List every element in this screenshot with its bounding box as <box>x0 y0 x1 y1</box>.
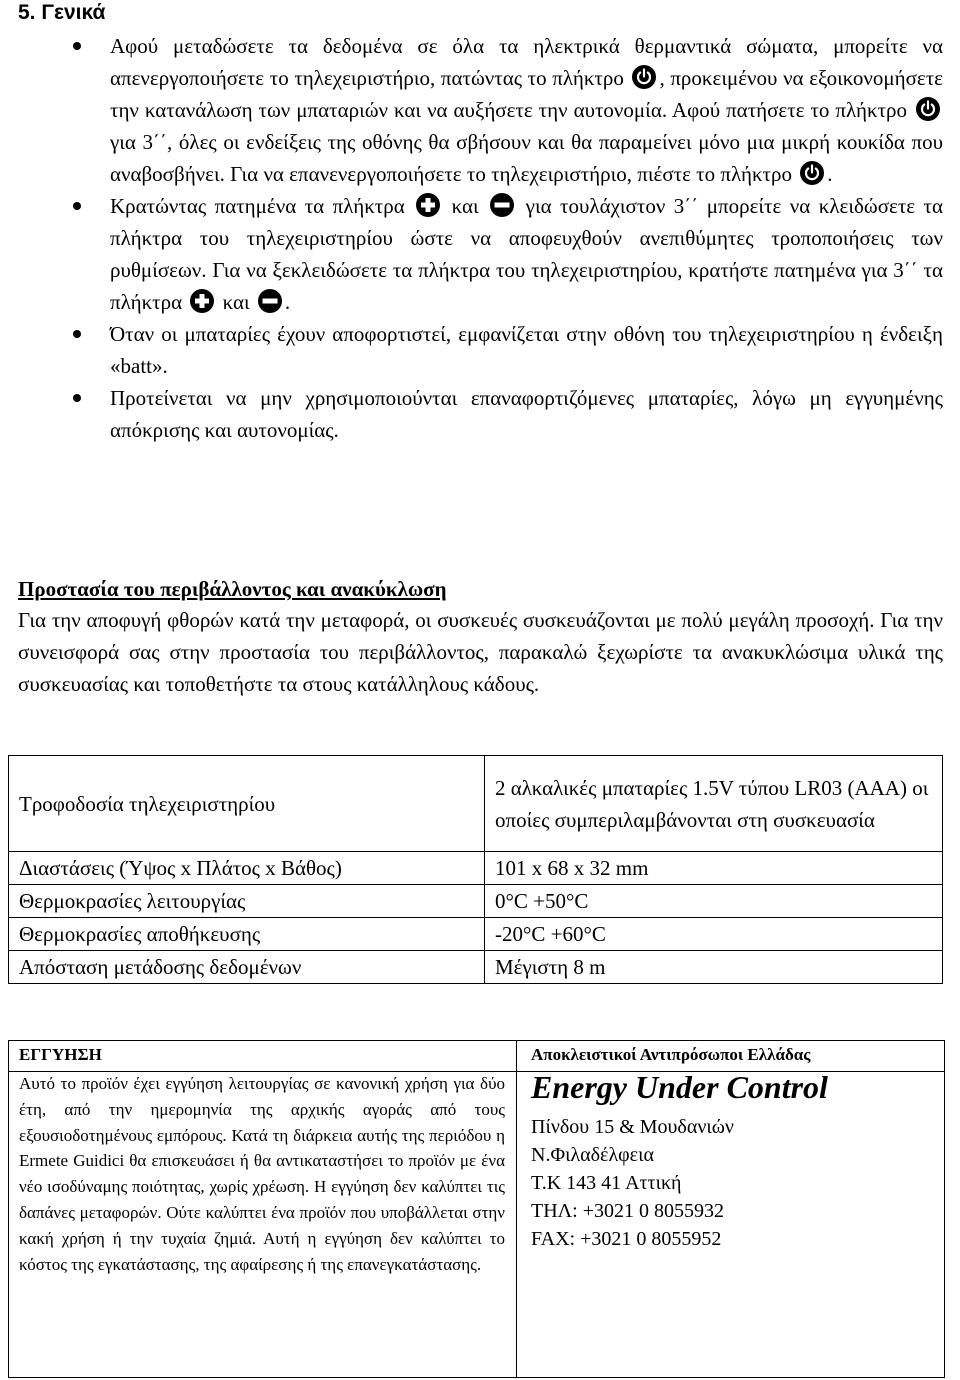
plus-icon <box>416 193 440 217</box>
warranty-column <box>9 1041 517 1377</box>
plus-icon <box>190 289 214 313</box>
environment-title: Προστασία του περιβάλλοντος και ανακύκλωση <box>18 577 447 601</box>
bullet-item-rechargeable <box>18 382 943 446</box>
representatives-column <box>517 1041 944 1377</box>
spec-value: -20°C +60°C <box>485 918 943 951</box>
minus-icon <box>490 193 514 217</box>
warranty-box <box>8 1040 945 1378</box>
address-line: Τ.Κ 143 41 Αττική <box>531 1172 682 1194</box>
power-icon <box>632 65 656 89</box>
table-row <box>9 885 943 918</box>
bullet-item-key-lock <box>18 190 943 318</box>
bullet-list <box>18 30 943 446</box>
bullet-text: για 3΄΄, όλες οι ενδείξεις της οθόνης θα σβήσουν και θα παραμείνει μόνο μια μικρή κουκίδα που αναβοσβήνει. Για να επανενεργοποιήσετε το τηλεχειριστήριο, πιέστε το πλήκτρο <box>110 130 943 186</box>
spec-label: Διαστάσεις (Ύψος x Πλάτος x Βάθος) <box>9 852 485 885</box>
address-block <box>531 1113 734 1253</box>
bullet-text: Αφού μεταδώσετε τα δεδομένα σε όλα τα ηλεκτρικά θερμαντικά σώματα, μπορείτε να απενεργοποιήσετε το τηλεχειριστήριο, πατώντας το πλήκτρο <box>110 34 943 90</box>
spec-value: 0°C +50°C <box>485 885 943 918</box>
address-line: Πίνδου 15 & Μουδανιών <box>531 1116 734 1138</box>
bullet-text: Όταν οι μπαταρίες έχουν αποφορτιστεί, εμφανίζεται στην οθόνη του τηλεχειριστηρίου η ένδειξη «batt». <box>110 322 943 378</box>
bullet-dot <box>73 202 81 210</box>
bullet-item-power-off <box>18 30 943 190</box>
spec-label: Τροφοδοσία τηλεχειριστηρίου <box>9 756 485 852</box>
bullet-item-battery <box>18 318 943 382</box>
bullet-dot <box>73 330 81 338</box>
spec-label: Απόσταση μετάδοσης δεδομένων <box>9 951 485 984</box>
address-line: Ν.Φιλαδέλφεια <box>531 1144 654 1166</box>
representatives-title: Αποκλειστικοί Αντιπρόσωποι Ελλάδας <box>531 1045 811 1064</box>
table-row <box>9 918 943 951</box>
environment-section <box>18 574 943 700</box>
bullet-text: για τουλάχιστον 3΄΄ μπορείτε να κλειδώσετε τα πλήκτρα του τηλεχειριστηρίου ώστε να αποφευχθούν ανεπιθύμητες τροποποιήσεις των ρυθμίσεων. Για να ξεκλειδώσετε τα πλήκτρα του τηλεχειριστηρίου, κρατήστε πατημένα για 3΄΄ τα πλήκτρα <box>110 194 944 314</box>
table-row <box>9 756 943 852</box>
bullet-text: Κρατώντας πατημένα τα πλήκτρα <box>110 194 414 218</box>
bullet-text: και <box>217 290 255 314</box>
bullet-text: και <box>443 194 488 218</box>
bullet-text: . <box>284 290 291 314</box>
warranty-text: Αυτό το προϊόν έχει εγγύηση λειτουργίας σε κανονική χρήση για δύο έτη, από την ημερομηνία της αρχικής αγοράς από τους εξουσιοδοτημένους εμπόρους. Κατά τη διάρκεια αυτής της περιόδου η Ermete Guidici θα επισκευάσει ή θα αντικαταστήσει το προϊόν με ένα νέο ισοδύναμης ποιότητας, χωρίς χρέωση. Η εγγύηση δεν καλύπτει τις δαπάνες μεταφορών. Ούτε καλύπτει ένα προϊόν που υποβάλλεται στην κακή χρήση ή την τυχαία ζημιά. Αυτή η εγγύηση δεν καλύπτει το κόστος της εγκατάστασης, της αφαίρεσης ή της επανεγκατάστασης. <box>19 1074 505 1274</box>
spec-value: 101 x 68 x 32 mm <box>485 852 943 885</box>
power-icon <box>800 161 824 185</box>
brand-name: Energy Under Control <box>531 1069 828 1105</box>
bullet-dot <box>73 42 81 50</box>
bullet-dot <box>73 394 81 402</box>
spec-value: Μέγιστη 8 m <box>485 951 943 984</box>
minus-icon <box>258 289 282 313</box>
spec-value: 2 αλκαλικές μπαταρίες 1.5V τύπου LR03 (AAA) οι οποίες συμπεριλαμβάνονται στη συσκευασία <box>485 756 943 852</box>
bullet-text: , προκειμένου να εξοικονομήσετε την κατανάλωση των μπαταριών και να αυξήσετε την αυτονομία. Αφού πατήσετε το πλήκτρο <box>110 66 943 122</box>
spec-label: Θερμοκρασίες λειτουργίας <box>9 885 485 918</box>
environment-text: Για την αποφυγή φθορών κατά την μεταφορά, οι συσκευές συσκευάζονται με πολύ μεγάλη προσοχή. Για την συνεισφορά σας στην προστασία του περιβάλλοντος, παρακαλώ ξεχωρίστε τα ανακυκλώσιμα υλικά της συσκευασίας και τοποθετήστε τα στους κατάλληλους κάδους. <box>18 608 943 696</box>
fax-line: FAX: +3021 0 8055952 <box>531 1228 722 1250</box>
section-title: 5. Γενικά <box>18 1 106 24</box>
specs-table <box>8 755 943 984</box>
phone-line: ΤΗΛ: +3021 0 8055932 <box>531 1200 724 1222</box>
table-row <box>9 951 943 984</box>
spec-label: Θερμοκρασίες αποθήκευσης <box>9 918 485 951</box>
table-row <box>9 852 943 885</box>
power-icon <box>916 97 940 121</box>
warranty-title: ΕΓΓΥΗΣΗ <box>19 1045 102 1064</box>
bullet-text: Προτείνεται να μην χρησιμοποιούνται επαναφορτιζόμενες μπαταρίες, λόγω μη εγγυημένης απόκρισης και αυτονομίας. <box>110 386 943 442</box>
bullet-text: . <box>827 162 833 186</box>
